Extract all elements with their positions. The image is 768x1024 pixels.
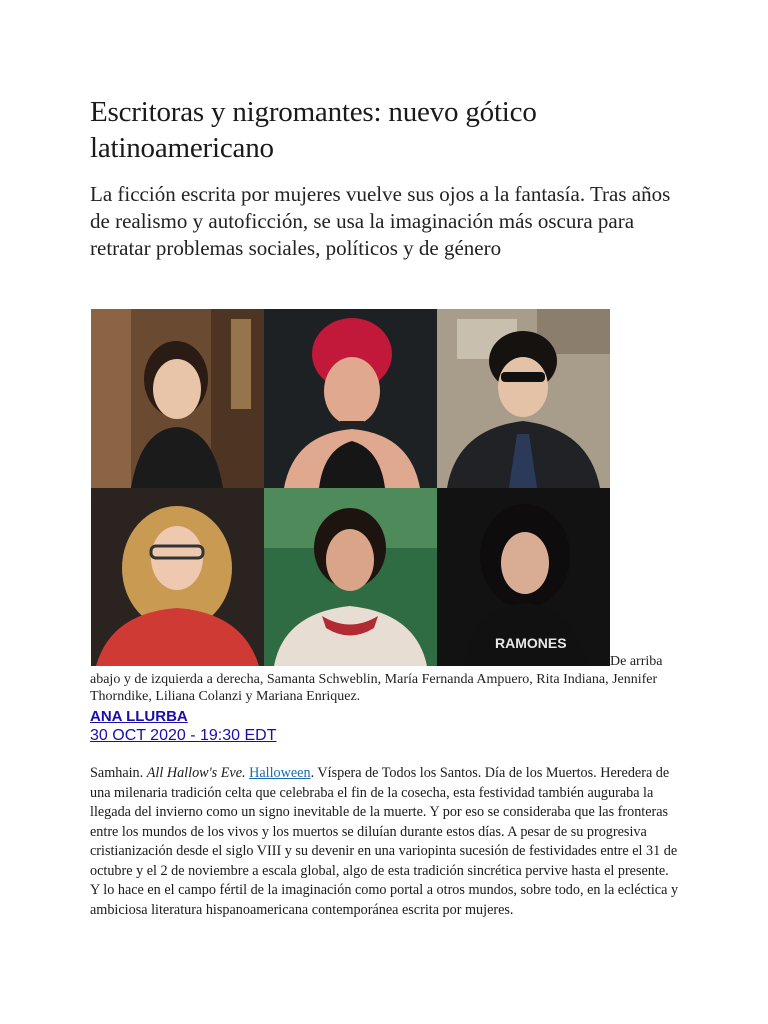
article-headline: Escritoras y nigromantes: nuevo gótico latinoamericano [90,96,537,164]
photo-caption [90,653,690,706]
caption-first-line: De arriba [610,654,663,669]
date-link[interactable]: 30 OCT 2020 - 19:30 EDT [90,727,277,744]
body-rest: . Víspera de Todos los Santos. Día de los Muertos. Heredera de una milenaria tradición celta que celebraba el fin de la cosecha, esta festividad también auguraba la llegada del invierno como un signo inevitable de la muerte. Y por eso se consideraba que las fronteras entre los mundos de los vivos y los muertos se diluían durante estos días. A pesar de su progresiva cristianización desde el siglo VIII y su devenir en una variopinta sucesión de festividades entre el 31 de octubre y el 2 de noviembre a escala global, algo de esta tradición sincrética pervive hasta el presente. Y lo hace en el campo fértil de la imaginación como portal a otros mundos, sobre todo, en la ecléctica y ambiciosa literatura hispanoamericana contemporánea escrita por mujeres. [90,765,679,918]
photo-mariana-enriquez [437,488,610,666]
author-photo-grid [91,309,610,666]
article-subheadline: La ficción escrita por mujeres vuelve sus ojos a la fantasía. Tras años de realismo y autoficción, se usa la imaginación más oscura para retratar problemas sociales, políticos y de género [90,182,671,260]
body-italic: All Hallow's Eve. [146,765,246,781]
photo-rita-indiana [437,309,610,488]
photo-maria-fernanda-ampuero [264,309,437,488]
author-link[interactable]: ANA LLURBA [90,708,188,725]
article-body [90,764,680,920]
body-lead: Samhain. [90,765,144,781]
ramones-shirt-text: RAMONES [495,635,567,651]
photo-jennifer-thorndike [91,488,264,666]
photo-liliana-colanzi [264,488,437,666]
caption-rest: abajo y de izquierda a derecha, Samanta Schweblin, María Fernanda Ampuero, Rita Indiana, Jennifer Thorndike, Liliana Colanzi y Mariana Enriquez. [90,671,658,704]
halloween-link[interactable]: Halloween [249,765,311,781]
photo-samanta-schweblin [91,309,264,488]
